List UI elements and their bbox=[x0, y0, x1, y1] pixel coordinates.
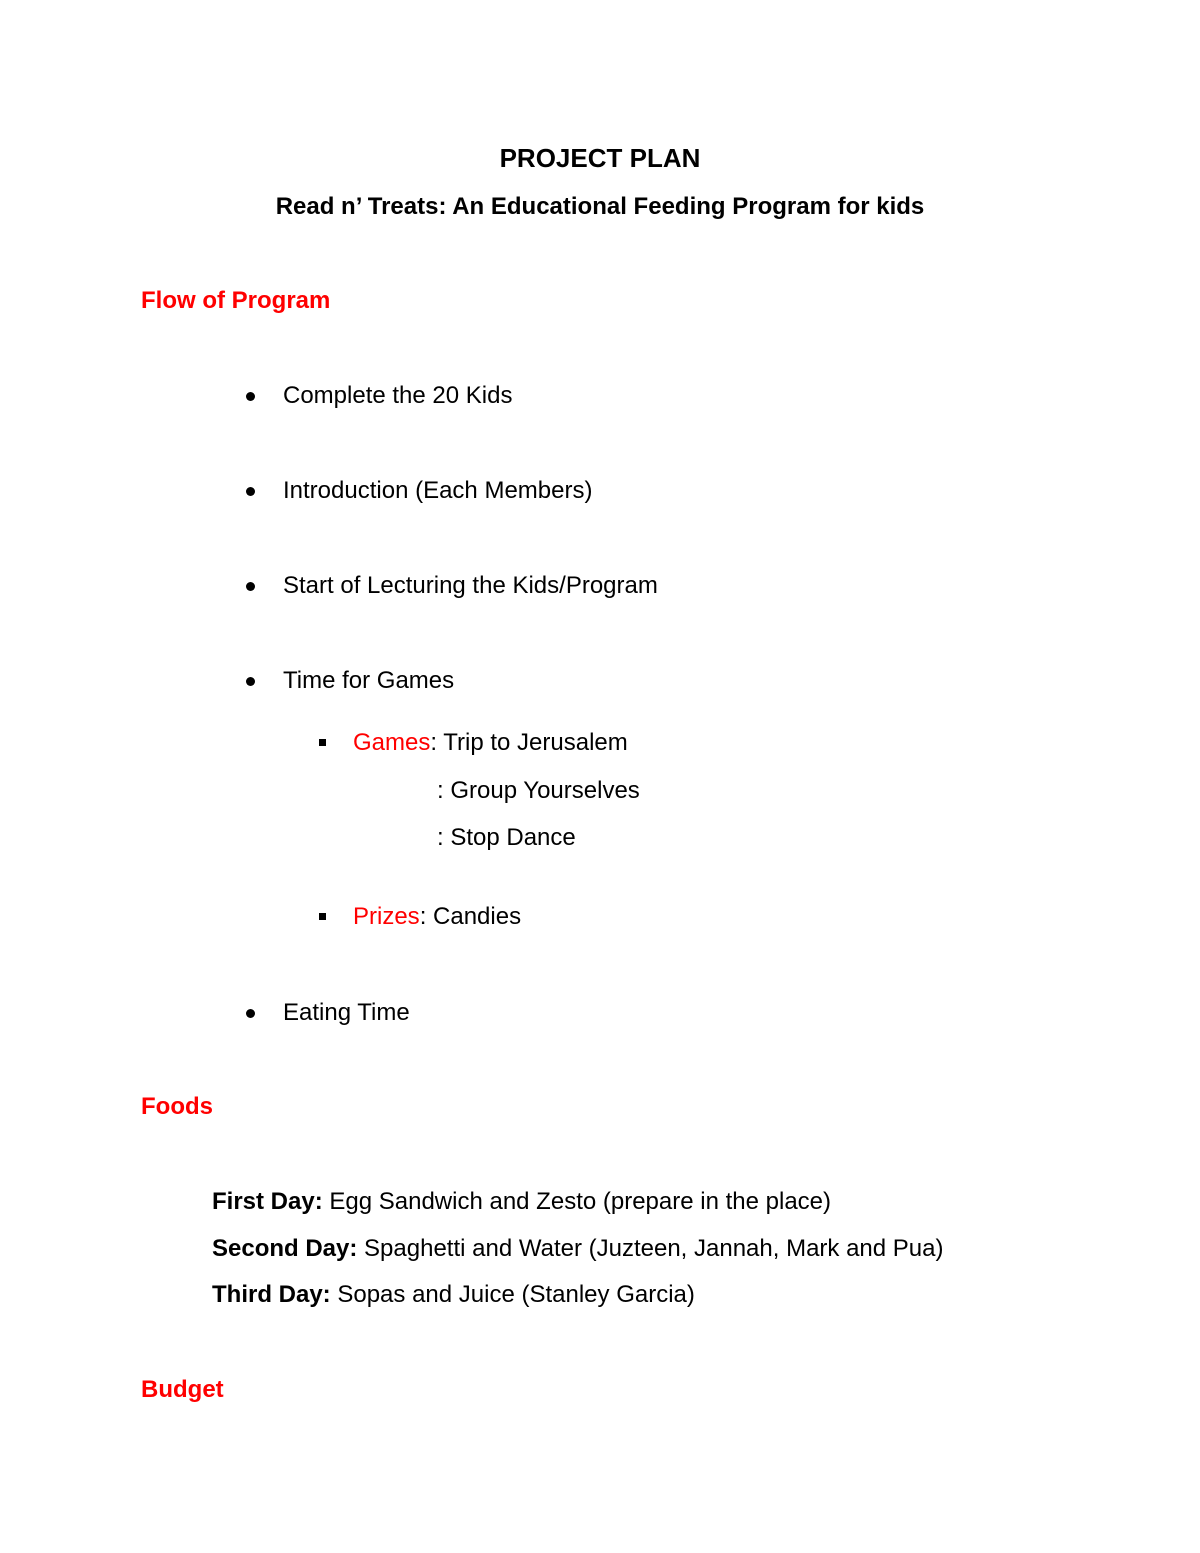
foods-heading: Foods bbox=[141, 1093, 213, 1120]
budget-heading: Budget bbox=[141, 1376, 224, 1403]
food-day bbox=[212, 1190, 831, 1214]
prizes-value: : Candies bbox=[419, 903, 522, 930]
square-bullet-icon bbox=[319, 913, 326, 920]
list-item-text: Introduction (Each Members) bbox=[283, 477, 593, 504]
list-item-text: Time for Games bbox=[283, 667, 455, 694]
food-day-label: First Day: bbox=[212, 1188, 323, 1215]
food-day-value: Sopas and Juice (Stanley Garcia) bbox=[330, 1281, 695, 1308]
list-item-text: Complete the 20 Kids bbox=[283, 382, 513, 409]
list-item-text: Start of Lecturing the Kids/Program bbox=[283, 572, 658, 599]
food-day-value: Egg Sandwich and Zesto (prepare in the place) bbox=[322, 1188, 832, 1215]
games-line bbox=[353, 731, 628, 755]
food-day-value: Spaghetti and Water (Juzteen, Jannah, Mark and Pua) bbox=[357, 1235, 944, 1262]
games-label: Games bbox=[353, 729, 431, 756]
square-bullet-icon bbox=[319, 739, 326, 746]
bullet-icon bbox=[246, 392, 255, 401]
food-day bbox=[212, 1283, 695, 1307]
food-day-label: Third Day: bbox=[212, 1281, 331, 1308]
bullet-icon bbox=[246, 677, 255, 686]
games-extra: : Stop Dance bbox=[437, 824, 576, 851]
list-item-text: Eating Time bbox=[283, 999, 410, 1026]
page-title: PROJECT PLAN bbox=[499, 143, 701, 173]
games-extra: : Group Yourselves bbox=[437, 777, 640, 804]
prizes-line bbox=[353, 905, 521, 929]
bullet-icon bbox=[246, 1009, 255, 1018]
bullet-icon bbox=[246, 582, 255, 591]
bullet-icon bbox=[246, 487, 255, 496]
food-day bbox=[212, 1237, 944, 1261]
prizes-label: Prizes bbox=[353, 903, 420, 930]
flow-heading: Flow of Program bbox=[141, 287, 331, 314]
page-subtitle: Read n’ Treats: An Educational Feeding Program for kids bbox=[275, 193, 925, 220]
games-first: : Trip to Jerusalem bbox=[430, 729, 628, 756]
food-day-label: Second Day: bbox=[212, 1235, 358, 1262]
